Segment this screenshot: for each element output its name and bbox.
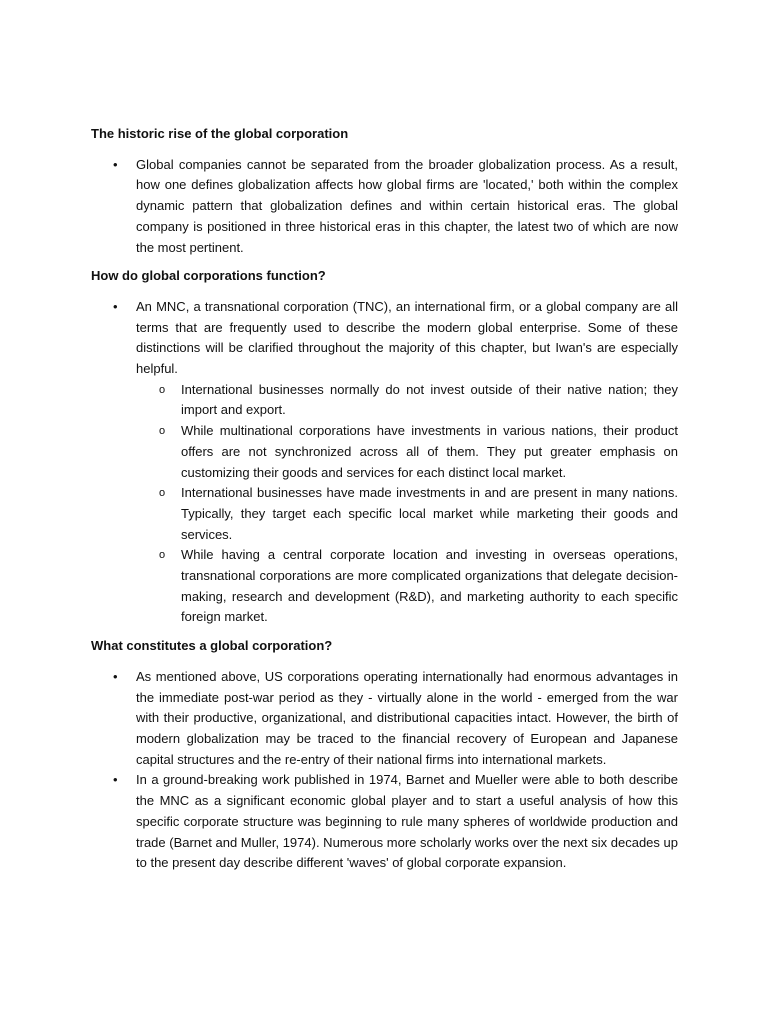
section3-bullet-list — [91, 667, 678, 874]
list-item — [91, 770, 678, 874]
circle-bullet-icon: o — [159, 383, 166, 396]
sub-item-text: While multinational corporations have investments in various nations, their product offers are not synchronized across all of them. They put greater emphasis on customizing their goods and services for each distinct local market. — [181, 423, 678, 480]
circle-bullet-icon: o — [159, 487, 166, 500]
bullet-icon: • — [113, 156, 118, 172]
sub-item-text: International businesses normally do not invest outside of their native nation; they import and export. — [181, 381, 678, 418]
bullet-icon: • — [113, 772, 118, 788]
paragraph-text: As mentioned above, US corporations operating internationally had enormous advantages in the immediate post-war period as they - virtually alone in the world - emerged from the war with their productive, organizational, and distributional capacities intact. However, the birth of modern globalization may be traced to the financial recovery of European and Japanese capital structures and the re-entry of their national firms into international markets. — [136, 668, 678, 767]
circle-bullet-icon: o — [159, 549, 166, 562]
paragraph-text: In a ground-breaking work published in 1974, Barnet and Mueller were able to both describe the MNC as a significant economic global player and to start a useful analysis of how this specific corporate structure was beginning to rule many spheres of worldwide production and trade (Barnet and Muller, 1974). Numerous more scholarly works over the next six decades up to the present day describe different 'waves' of global corporate expansion. — [136, 772, 678, 871]
bullet-icon: • — [113, 298, 118, 314]
sub-item-text: While having a central corporate location and investing in overseas operations, transnational corporations are more complicated organizations that delegate decision-making, research and development (R&D), and marketing authority to each specific foreign market. — [181, 547, 678, 625]
sub-list-item — [136, 545, 678, 628]
paragraph-text: An MNC, a transnational corporation (TNC), an international firm, or a global company are all terms that are frequently used to describe the modern global enterprise. Some of these distinctions will be clarified throughout the majority of this chapter, but Iwan's are especially helpful. — [136, 298, 678, 377]
section2-bullet-list — [91, 297, 678, 628]
list-item — [91, 155, 678, 259]
section-heading-historic-rise: The historic rise of the global corporation — [91, 126, 349, 141]
section-heading-what-constitutes: What constitutes a global corporation? — [91, 638, 333, 654]
sub-list — [136, 380, 678, 628]
sub-list-item — [136, 421, 678, 483]
document-page — [91, 124, 678, 874]
section-heading-how-function: How do global corporations function? — [91, 268, 326, 284]
paragraph-text: Global companies cannot be separated from the broader globalization process. As a result, how one defines globalization affects how global firms are 'located,' both within the complex dynamic pattern that globalization defines and within certain historical eras. The global company is positioned in three historical eras in this chapter, the latest two of which are now the most pertinent. — [136, 156, 678, 255]
list-item — [91, 297, 678, 628]
sub-item-text: International businesses have made investments in and are present in many nations. Typically, they target each specific local market while marketing their goods and services. — [181, 485, 678, 542]
circle-bullet-icon: o — [159, 425, 166, 438]
section1-bullet-list — [91, 155, 678, 259]
list-item — [91, 667, 678, 771]
sub-list-item — [136, 483, 678, 545]
sub-list-item — [136, 380, 678, 421]
bullet-icon: • — [113, 668, 118, 684]
